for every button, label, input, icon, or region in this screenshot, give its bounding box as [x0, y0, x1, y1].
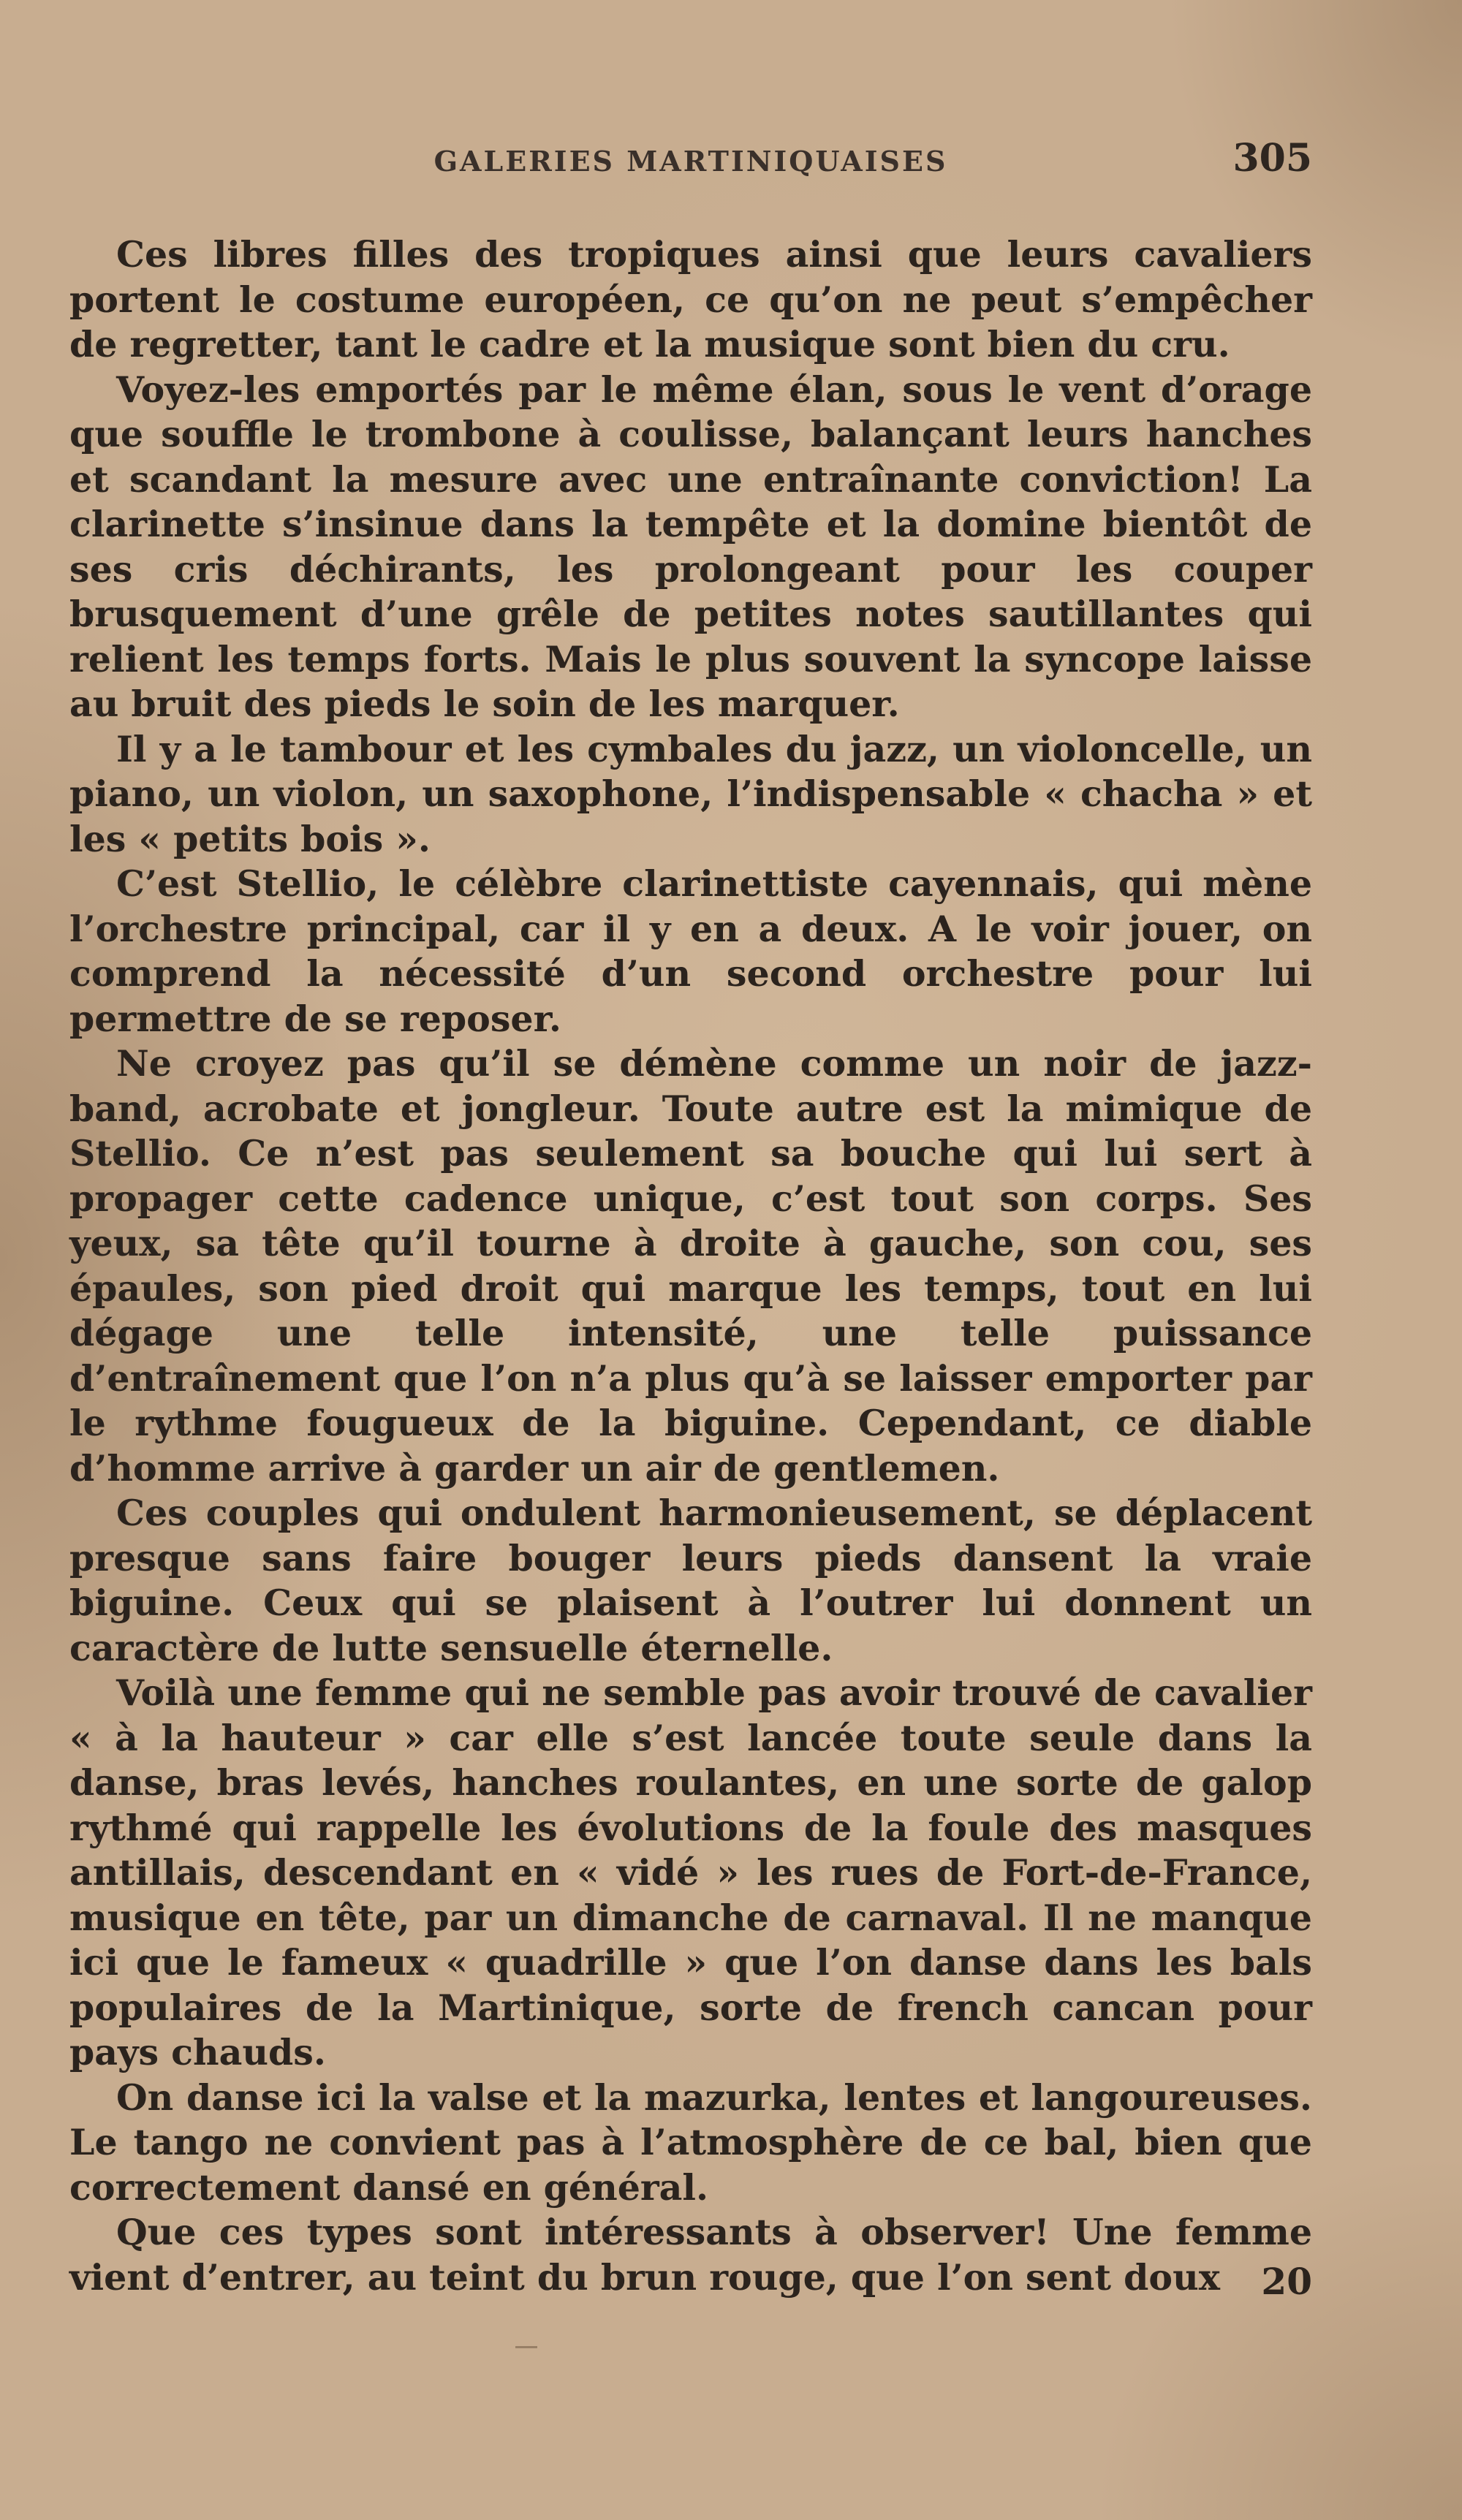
paragraph: C’est Stellio, le célèbre clarinettiste cayennais, qui mène l’orchestre principal, car il y en a deux. A le voir jouer, on comprend la nécessité d’un second orchestre pour lui permettre de se reposer. [69, 862, 1312, 1040]
paragraph: Que ces types sont intéressants à observer! Une femme vient d’entrer, au teint du brun rouge, que l’on sent doux [69, 2211, 1312, 2299]
page-number: 305 [1232, 136, 1312, 181]
paragraph: Il y a le tambour et les cymbales du jazz, un violoncelle, un piano, un violon, un saxophone, l’indispensable « chacha » et les « petits bois ». [69, 727, 1312, 860]
running-title: GALERIES MARTINIQUAISES [433, 145, 948, 178]
running-head [69, 132, 1312, 190]
paragraph: Voyez-les emportés par le même élan, sous le vent d’orage que souffle le trombone à coulisse, balançant leurs hanches et scandant la mesure avec une entraînante conviction! La clarinette s’insinue dans la tempête et la domine bientôt de ses cris déchirants, les prolongeant pour les couper brusquement d’une grêle de petites notes sautillantes qui relient les temps forts. Mais le plus souvent la syncope laisse au bruit des pieds le soin de les marquer. [69, 368, 1312, 725]
paragraph: Ces libres filles des tropiques ainsi que leurs cavaliers portent le costume européen, ce qu’on ne peut s’empêcher de regretter, tant le cadre et la musique sont bien du cru. [69, 233, 1312, 365]
body-text [69, 232, 1312, 2300]
signature-mark: 20 [1261, 2260, 1312, 2303]
paragraph: Ne croyez pas qu’il se démène comme un noir de jazz-band, acrobate et jongleur. Toute autre est la mimique de Stellio. Ce n’est pas seulement sa bouche qui lui sert à propager cette cadence unique, c’est tout son corps. Ses yeux, sa tête qu’il tourne à droite à gauche, son cou, ses épaules, son pied droit qui marque les temps, tout en lui dégage une telle intensité, une telle puissance d’entraînement que l’on n’a plus qu’à se laisser emporter par le rythme fougueux de la biguine. Cependant, ce diable d’homme arrive à garder un air de gentlemen. [69, 1042, 1312, 1489]
paragraph: Ces couples qui ondulent harmonieusement, se déplacent presque sans faire bouger leurs pieds dansent la vraie biguine. Ceux qui se plaisent à l’outrer lui donnent un caractère de lutte sensuelle éternelle. [69, 1492, 1312, 1669]
paragraph: Voilà une femme qui ne semble pas avoir trouvé de cavalier « à la hauteur » car elle s’est lancée toute seule dans la danse, bras levés, hanches roulantes, en une sorte de galop rythmé qui rappelle les évolutions de la foule des masques antillais, descendant en « vidé » les rues de Fort-de-France, musique en tête, par un dimanche de carnaval. Il ne manque ici que le fameux « quadrille » que l’on danse dans les bals populaires de la Martinique, sorte de french cancan pour pays chauds. [69, 1671, 1312, 2073]
paper-speck [515, 2346, 537, 2348]
paragraph: On danse ici la valse et la mazurka, lentes et langoureuses. Le tango ne convient pas à l’atmosphère de ce bal, bien que correctement dansé en général. [69, 2076, 1312, 2209]
